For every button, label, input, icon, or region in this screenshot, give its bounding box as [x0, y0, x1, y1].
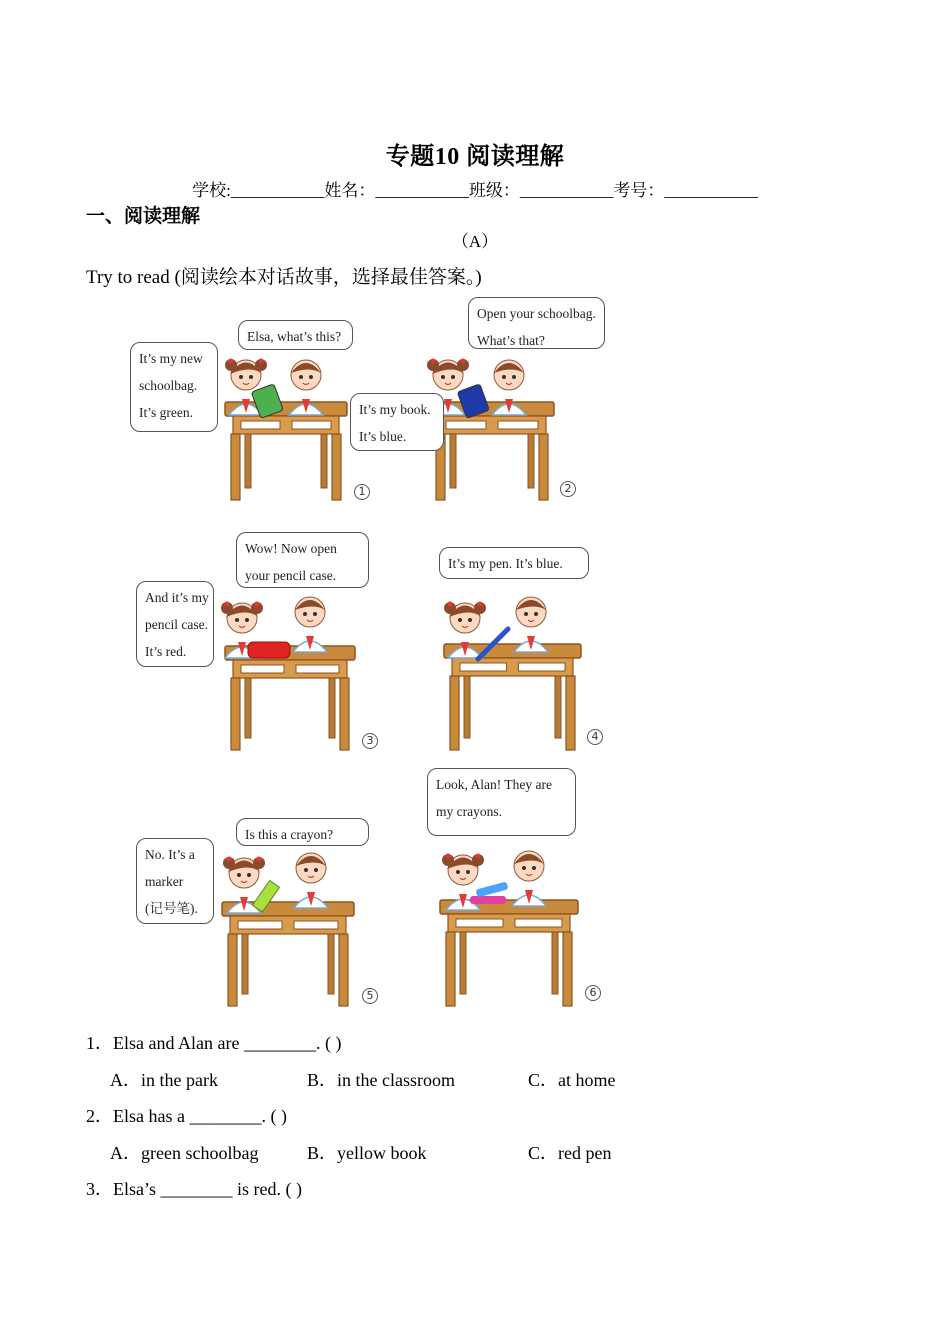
- speech-bubble-6-line-1: Look, Alan! They are: [436, 777, 552, 792]
- speech-bubble-alan-2-line-2: What’s that?: [477, 333, 545, 348]
- panel-number-3: 3: [362, 733, 378, 749]
- speech-bubble-elsa-5-line-1: No. It’s a: [145, 847, 195, 862]
- q2-option-c[interactable]: C．red pen: [528, 1143, 612, 1163]
- speech-bubble-elsa-3-line-1: And it’s my: [145, 590, 209, 605]
- desk-1: [225, 402, 347, 500]
- desk-5: [222, 902, 354, 1006]
- speech-bubble-alan-5-line-1: Is this a crayon?: [245, 827, 334, 842]
- speech-bubble-elsa-1-line-1: It’s my new: [139, 351, 203, 366]
- desk-2: [430, 402, 554, 500]
- speech-bubble-elsa-1: [130, 342, 218, 432]
- desk-6: [440, 900, 578, 1006]
- section-heading: 一、阅读理解: [86, 206, 201, 227]
- speech-bubble-alan-3: [236, 532, 369, 588]
- speech-bubble-alan-1: [238, 320, 353, 350]
- boy-alan-6: [512, 851, 546, 906]
- speech-bubble-elsa-3-line-2: pencil case.: [145, 617, 208, 632]
- speech-bubble-alan-3-line-2: your pencil case.: [245, 568, 337, 583]
- panel-number-4: 4: [587, 729, 603, 745]
- speech-bubble-elsa-5: [136, 838, 214, 924]
- panel-number-2: 2: [560, 481, 576, 497]
- q2-option-b[interactable]: B．yellow book: [307, 1143, 427, 1163]
- panel-number-1: 1: [354, 484, 370, 500]
- boy-alan-5: [294, 853, 328, 908]
- q1-option-a[interactable]: A．in the park: [110, 1070, 218, 1090]
- speech-bubble-6-line-2: my crayons.: [436, 804, 502, 819]
- question-3: 3．Elsa’s ________ is red. ( ): [86, 1179, 302, 1199]
- speech-bubble-6: [427, 768, 576, 836]
- speech-bubble-4-line-1: It’s my pen. It’s blue.: [448, 556, 563, 571]
- page-title: 专题10 阅读理解: [385, 144, 565, 170]
- student-info-fields: 学校:___________姓名：___________班级：___________考号：___________: [192, 181, 758, 200]
- question-1: 1．Elsa and Alan are ________. ( ): [86, 1033, 342, 1053]
- question-2: 2．Elsa has a ________. ( ): [86, 1106, 287, 1126]
- speech-bubble-elsa-5-line-3: (记号笔).: [145, 901, 198, 916]
- desk-3: [225, 646, 355, 750]
- speech-bubble-alan-1-line-1: Elsa, what’s this?: [247, 329, 342, 344]
- speech-bubble-alan-3-line-1: Wow! Now open: [245, 541, 337, 556]
- speech-bubble-elsa-5-line-2: marker: [145, 874, 184, 889]
- panel-number-5: 5: [362, 988, 378, 1004]
- desk-item-6: [470, 881, 508, 904]
- speech-bubble-4: [439, 547, 589, 579]
- panel-number-6: 6: [585, 985, 601, 1001]
- instruction: Try to read (阅读绘本对话故事，选择最佳答案。): [86, 267, 482, 288]
- speech-bubble-alan-2-line-1: Open your schoolbag.: [477, 306, 596, 321]
- speech-bubble-elsa-3: [136, 581, 214, 667]
- speech-bubble-elsa-2-line-2: It’s blue.: [359, 429, 407, 444]
- speech-bubble-elsa-3-line-3: It’s red.: [145, 644, 187, 659]
- speech-bubble-elsa-2: [350, 393, 444, 451]
- desk-4: [444, 644, 581, 750]
- q2-option-a[interactable]: A．green schoolbag: [110, 1143, 259, 1163]
- q1-option-b[interactable]: B．in the classroom: [307, 1070, 455, 1090]
- desk-item-3: [248, 642, 290, 658]
- speech-bubble-alan-2: [468, 297, 605, 349]
- speech-bubble-elsa-1-line-3: It’s green.: [139, 405, 193, 420]
- part-label: （A）: [451, 232, 499, 251]
- boy-alan-3: [293, 597, 327, 652]
- speech-bubble-elsa-2-line-1: It’s my book.: [359, 402, 431, 417]
- q1-option-c[interactable]: C．at home: [528, 1070, 616, 1090]
- speech-bubble-elsa-1-line-2: schoolbag.: [139, 378, 198, 393]
- speech-bubble-alan-5: [236, 818, 369, 846]
